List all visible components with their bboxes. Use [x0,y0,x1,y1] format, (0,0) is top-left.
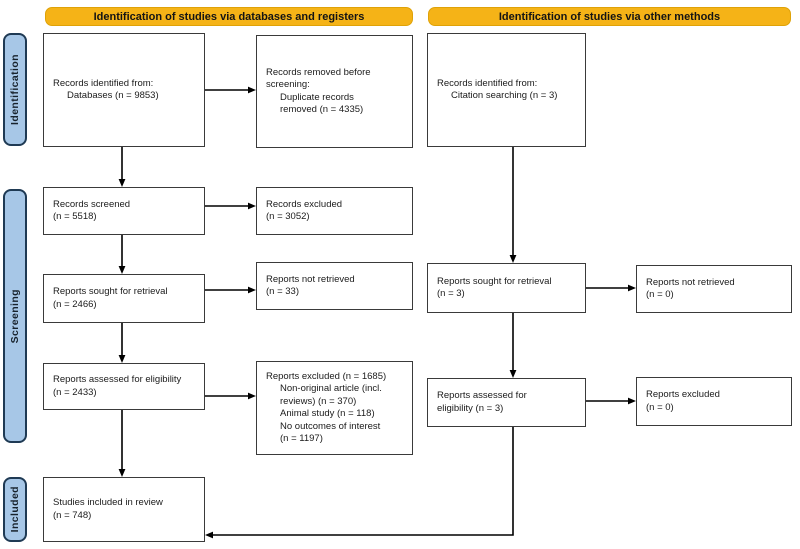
box-line: Reports sought for retrieval [53,286,168,297]
header-databases-registers [45,7,413,26]
box-records-removed-before-screening [256,35,413,148]
box-line: Citation searching (n = 3) [451,90,558,101]
header-other-methods [428,7,791,26]
header-label: Identification of studies via other methods [498,10,721,23]
box-line: (n = 3052) [266,211,310,222]
box-line: (n = 3) [437,288,465,299]
arrow-screened-to-excluded [205,203,256,210]
box-line: Records identified from: [53,77,154,89]
stage-label: Included [9,486,21,533]
box-line: Animal study (n = 118) [280,408,375,419]
arrow-assessed-other-to-excluded [586,398,636,405]
stage-screening [3,189,27,443]
box-line: Records screened [53,198,131,210]
box-line: (n = 1197) [280,433,323,444]
box-line: No outcomes of interest [280,420,381,432]
box-line: reviews) (n = 370) [280,395,357,407]
box-line: Reports not retrieved [266,273,355,285]
box-line: Duplicate records [280,91,354,103]
box-reports-assessed-databases [43,363,205,410]
box-line: (n = 748) [53,509,92,521]
box-line: (n = 0) [646,289,674,300]
box-line: Records identified from: [437,77,538,89]
arrow-sought-to-not-retrieved [205,287,256,294]
box-line: Records removed before [266,66,371,78]
box-records-identified-databases [43,33,205,147]
box-line: (n = 5518) [53,211,97,222]
arrow-citation-to-sought [510,147,517,263]
box-line: Reports excluded [646,389,720,400]
box-records-screened [43,187,205,235]
box-line: removed (n = 4335) [280,104,364,115]
arrow-assessed-to-included [119,410,126,477]
stage-identification [3,33,27,146]
stage-included [3,477,27,542]
box-line: (n = 2466) [53,298,97,310]
arrow-sought-to-assessed [119,323,126,363]
stage-label: Identification [9,54,21,125]
header-label: Identification of studies via databases and registers [93,10,365,23]
box-line: Reports assessed for [437,390,527,401]
box-line: (n = 2433) [53,386,97,398]
stage-label: Screening [9,288,21,344]
box-line: Non-original article (incl. [280,383,382,394]
arrow-assessed-to-excluded [205,393,256,400]
box-line: Reports sought for retrieval [437,275,552,287]
arrow-screened-to-sought [119,235,126,274]
box-line: Reports not retrieved [646,276,735,288]
box-line: Databases (n = 9853) [67,90,159,101]
box-line: Reports excluded (n = 1685) [266,370,387,382]
box-line: eligibility (n = 3) [437,402,504,414]
box-records-identified-citation [427,33,586,147]
box-reports-assessed-other [427,378,586,427]
box-records-excluded [256,187,413,235]
box-line: (n = 0) [646,401,674,413]
arrow-sought-other-to-assessed [510,313,517,378]
arrow-sought-other-to-not-retrieved [586,285,636,292]
box-studies-included [43,477,205,542]
arrow-identified-to-screened [119,147,126,187]
box-reports-sought-other [427,263,586,313]
box-reports-not-retrieved-databases [256,262,413,310]
box-line: screening: [266,79,310,90]
box-line: Reports assessed for eligibility [53,374,182,385]
box-line: (n = 33) [266,286,300,297]
box-line: Studies included in review [53,497,163,508]
box-reports-excluded-eligibility [256,361,413,455]
box-reports-sought-databases [43,274,205,323]
arrow-identified-to-removed [205,87,256,94]
box-reports-not-retrieved-other [636,265,792,313]
box-reports-excluded-other [636,377,792,426]
box-line: Records excluded [266,198,343,210]
